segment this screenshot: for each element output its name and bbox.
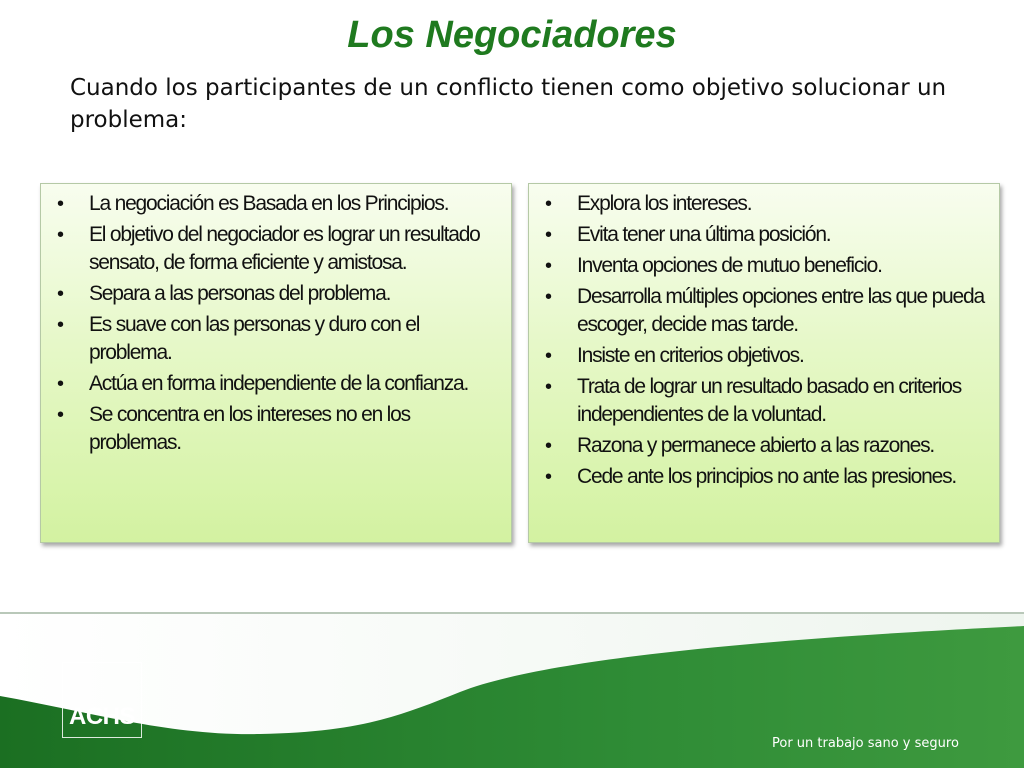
bullet-icon: •	[545, 435, 553, 457]
bullet-icon: •	[57, 373, 65, 395]
bullet-icon: •	[545, 193, 553, 215]
list-item: • Se concentra en los intereses no en los problemas.	[57, 403, 410, 454]
bullet-icon: •	[57, 283, 65, 305]
bullet-icon: •	[57, 193, 65, 215]
list-item: • El objetivo del negociador es lograr un resultado sensato, de forma eficiente y amistosa.	[57, 223, 480, 274]
list-item: • Desarrolla múltiples opciones entre las que pueda escoger, decide mas tarde.	[545, 285, 984, 336]
list-item: • Insiste en criterios objetivos.	[543, 342, 989, 370]
bullet-icon: •	[57, 314, 65, 336]
bullet-icon: •	[545, 345, 553, 367]
logo-text: ACHS	[68, 703, 135, 730]
bullet-icon: •	[545, 224, 553, 246]
list-item: • Cede ante los principios no ante las presiones.	[543, 463, 989, 491]
bullet-icon: •	[545, 286, 553, 308]
slide-title: Los Negociadores	[347, 14, 677, 56]
right-behaviors-box	[528, 183, 1000, 543]
intro-text: Cuando los participantes de un conflicto tienen como objetivo solucionar un problema:	[70, 75, 947, 133]
list-item: • Es suave con las personas y duro con el problema.	[57, 313, 420, 364]
left-bullet-list	[41, 184, 511, 457]
bullet-icon: •	[545, 376, 553, 398]
list-item: • Inventa opciones de mutuo beneficio.	[543, 252, 989, 280]
footer-tagline: Por un trabajo sano y seguro	[772, 736, 959, 751]
bullet-icon: •	[57, 404, 65, 426]
list-item: • Evita tener una última posición.	[543, 221, 989, 249]
list-item: • Explora los intereses.	[543, 190, 989, 218]
list-item: • Separa a las personas del problema.	[55, 280, 501, 308]
left-principles-box	[40, 183, 512, 543]
list-item: • Actúa en forma independiente de la confianza.	[55, 370, 501, 398]
list-item: • Razona y permanece abierto a las razones.	[543, 432, 989, 460]
list-item: • La negociación es Basada en los Principios.	[55, 190, 501, 218]
bullet-icon: •	[57, 224, 65, 246]
achs-logo[interactable]	[62, 662, 142, 738]
list-item: • Trata de lograr un resultado basado en criterios independientes de la voluntad.	[545, 375, 962, 426]
bullet-icon: •	[545, 466, 553, 488]
bullet-icon: •	[545, 255, 553, 277]
right-bullet-list	[529, 184, 999, 491]
